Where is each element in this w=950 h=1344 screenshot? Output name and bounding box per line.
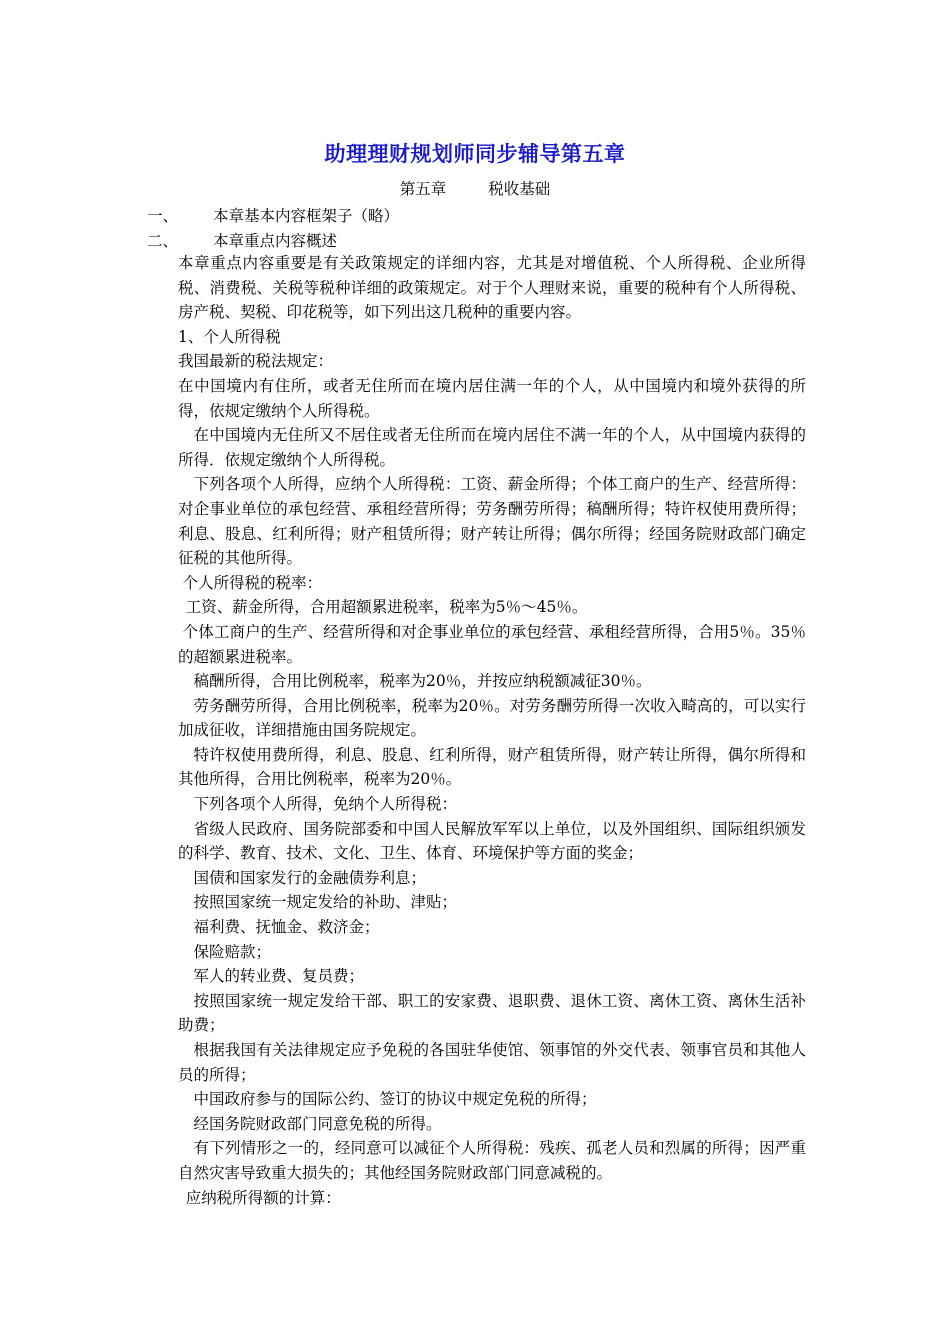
paragraph: 按照国家统一规定发给干部、职工的安家费、退职费、退休工资、离休工资、离休生活补助费； — [178, 991, 806, 1035]
paragraph: 在中国境内无住所又不居住或者无住所而在境内居住不满一年的个人，从中国境内获得的所得．依规定缴纳个人所得税。 — [178, 426, 806, 469]
paragraph: 劳务酬劳所得，合用比例税率，税率为20％。对劳务酬劳所得一次收入畸高的，可以实行加成征收，详细措施由国务院规定。 — [178, 696, 806, 740]
chapter-heading — [0, 177, 950, 199]
paragraph: 工资、薪金所得，合用超额累进税率，税率为5％～45％。 — [185, 598, 588, 617]
paragraph: 下列各项个人所得，免纳个人所得税： — [193, 795, 458, 814]
section-text: 本章基本内容框架子（略） — [213, 207, 400, 225]
section-heading — [147, 204, 399, 226]
paragraph: 福利费、抚恤金、救济金； — [193, 918, 380, 937]
paragraph: 稿酬所得，合用比例税率，税率为20％，并按应纳税额减征30％。 — [193, 672, 652, 691]
chapter-name: 税收基础 — [488, 180, 551, 198]
paragraph: 下列各项个人所得，应纳个人所得税：工资、薪金所得；个体工商户的生产、经营所得：对企事业单位的承包经营、承租经营所得；劳务酬劳所得；稿酬所得；特许权使用费所得；利息、股息、红利所得；财产租赁所得；财产转让所得；偶尔所得；经国务院财政部门确定征税的其他所得。 — [178, 475, 806, 568]
paragraph: 我国最新的税法规定： — [178, 352, 334, 371]
document-body — [178, 251, 806, 1210]
paragraph: 个人所得税的税率： — [182, 573, 323, 592]
paragraph: 特许权使用费所得，利息、股息、红利所得，财产租赁所得，财产转让所得，偶尔所得和其他所得，合用比例税率，税率为20％。 — [178, 745, 806, 789]
paragraph: 中国政府参与的国际公约、签订的协议中规定免税的所得； — [193, 1090, 597, 1109]
section-text: 本章重点内容概述 — [213, 232, 338, 250]
paragraph: 本章重点内容重要是有关政策规定的详细内容，尤其是对增值税、个人所得税、企业所得税、消费税、关税等税种详细的政策规定。对于个人理财来说，重要的税种有个人所得税、房产税、契税、印花税等，如下列出这几税种的重要内容。 — [178, 254, 806, 322]
paragraph: 军人的转业费、复员费； — [193, 967, 365, 986]
paragraph: 国债和国家发行的金融债券利息； — [193, 868, 427, 887]
paragraph: 在中国境内有住所，或者无住所而在境内居住满一年的个人，从中国境内和境外获得的所得，依规定缴纳个人所得税。 — [178, 376, 806, 420]
section-number: 一、 — [147, 207, 179, 225]
paragraph: 经国务院财政部门同意免税的所得。 — [193, 1114, 442, 1133]
paragraph: 保险赔款； — [193, 942, 272, 961]
paragraph: 1、个人所得税 — [178, 327, 281, 346]
section-number: 二、 — [147, 232, 179, 250]
paragraph: 应纳税所得额的计算： — [185, 1188, 341, 1207]
section-heading — [147, 229, 337, 251]
paragraph: 有下列情形之一的，经同意可以减征个人所得税：残疾、孤老人员和烈属的所得；因严重自然灾害导致重大损失的；其他经国务院财政部门同意减税的。 — [178, 1139, 806, 1182]
paragraph: 个体工商户的生产、经营所得和对企事业单位的承包经营、承租经营所得，合用5％。35％的超额累进税率。 — [178, 622, 806, 666]
paragraph: 按照国家统一规定发给的补助、津贴； — [193, 893, 458, 912]
paragraph: 根据我国有关法律规定应予免税的各国驻华使馆、领事馆的外交代表、领事官员和其他人员的所得； — [178, 1041, 806, 1084]
chapter-number: 第五章 — [399, 180, 447, 198]
document-title: 助理理财规划师同步辅导第五章 — [324, 142, 626, 166]
paragraph: 省级人民政府、国务院部委和中国人民解放军军以上单位，以及外国组织、国际组织颁发的科学、教育、技术、文化、卫生、体育、环境保护等方面的奖金； — [178, 819, 806, 863]
